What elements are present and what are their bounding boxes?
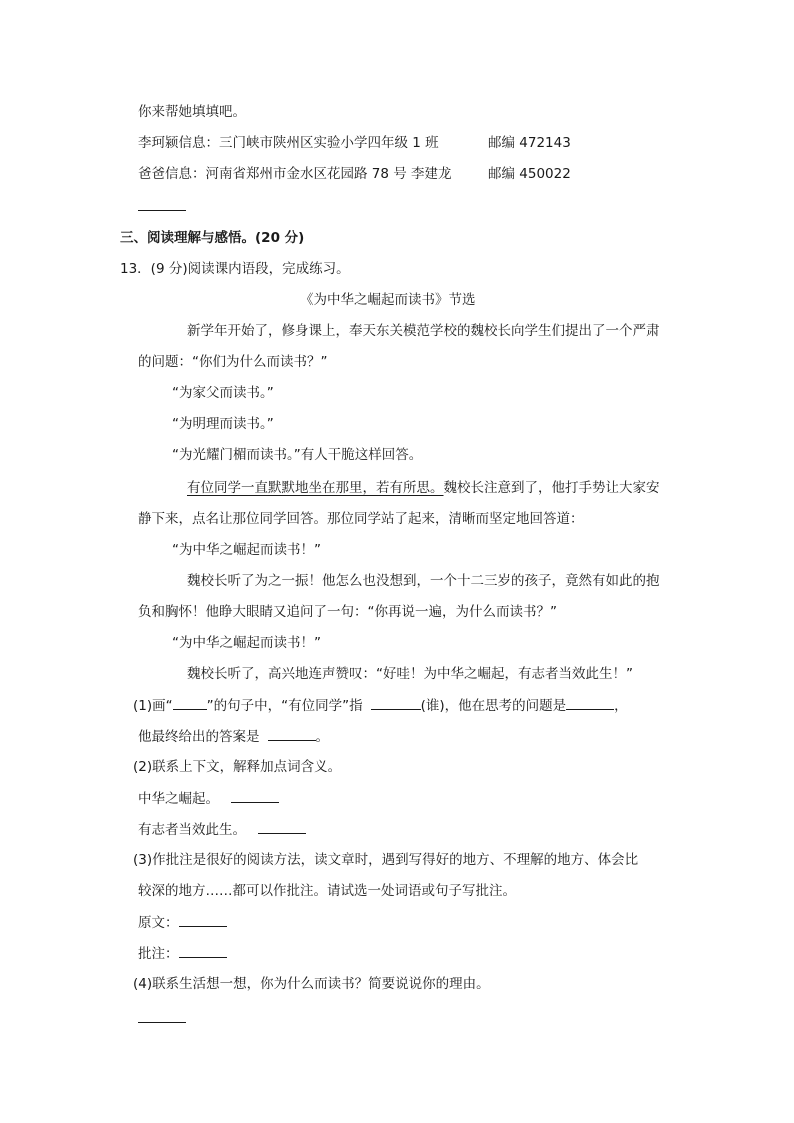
sub2-item-2 bbox=[138, 819, 306, 840]
sub-question-3-line2: 较深的地方……都可以作批注。请试选一处词语或句子写批注。 bbox=[138, 883, 516, 899]
passage-p9: 魏校长听了，高兴地连声赞叹：“好哇！为中华之崛起，有志者当效此生！” bbox=[187, 666, 633, 682]
passage-p6: “为中华之崛起而读书！” bbox=[172, 542, 321, 558]
answer-blank-final-answer[interactable] bbox=[268, 726, 316, 741]
passage-p3: “为明理而读书。” bbox=[172, 416, 274, 432]
dad-info: 爸爸信息：河南省郑州市金水区花园路 78 号 李建龙 bbox=[138, 166, 452, 182]
passage-p1b: 的问题：“你们为什么而读书？” bbox=[138, 354, 328, 370]
answer-blank-aspiration[interactable] bbox=[258, 819, 306, 834]
sub-question-2: (2)联系上下文，解释加点词含义。 bbox=[133, 759, 342, 775]
answer-blank-annotation[interactable] bbox=[179, 943, 227, 958]
answer-blank-address[interactable] bbox=[138, 210, 186, 211]
passage-title: 《为中华之崛起而读书》节选 bbox=[300, 292, 476, 308]
li-info-line bbox=[138, 133, 439, 153]
answer-blank-who[interactable] bbox=[371, 695, 421, 710]
li-postcode: 邮编 472143 bbox=[488, 135, 571, 151]
annotation-label: 批注： bbox=[138, 946, 179, 962]
sub1-part-c: (谁)，他在思考的问题是 bbox=[420, 698, 567, 714]
sub1-part-a: (1)画“ bbox=[133, 698, 173, 714]
passage-p5a-rest: 魏校长注意到了，他打手势让大家安 bbox=[443, 480, 660, 496]
passage-p5b: 静下来，点名让那位同学回答。那位同学站了起来，清晰而坚定地回答道： bbox=[138, 511, 584, 527]
sub1-part-b: ”的句子中，“有位同学”指 bbox=[206, 698, 363, 714]
underlined-sentence: 有位同学一直默默地坐在那里，若有所思。 bbox=[187, 480, 444, 496]
answer-blank-reason[interactable] bbox=[138, 1022, 186, 1023]
passage-p2: “为家父而读书。” bbox=[172, 385, 274, 401]
sub-question-1 bbox=[133, 695, 628, 716]
sub1-part-d: ， bbox=[614, 698, 628, 714]
sub-question-3-line1: (3)作批注是很好的阅读方法，读文章时，遇到写得好的地方、不理解的地方、体会比 bbox=[133, 852, 639, 868]
sub2-item-2-text: 有志者当效此生。 bbox=[138, 822, 246, 838]
annotation-row bbox=[138, 943, 227, 964]
question-13-title: 13．(9 分)阅读课内语段，完成练习。 bbox=[120, 261, 350, 277]
passage-p7a: 魏校长听了为之一振！他怎么也没想到，一个十二三岁的孩子，竟然有如此的抱 bbox=[187, 573, 660, 589]
sub1-part-f: 。 bbox=[315, 729, 329, 745]
passage-p8: “为中华之崛起而读书！” bbox=[172, 635, 321, 651]
sub2-item-1 bbox=[138, 788, 279, 809]
section-heading: 三、阅读理解与感悟。(20 分) bbox=[120, 230, 305, 246]
answer-blank-rise[interactable] bbox=[231, 788, 279, 803]
passage-p5a bbox=[187, 478, 660, 498]
sub-question-1-line2 bbox=[138, 726, 329, 747]
li-info: 李珂颍信息：三门峡市陕州区实验小学四年级 1 班 bbox=[138, 135, 439, 151]
sub1-part-e: 他最终给出的答案是 bbox=[138, 729, 260, 745]
dad-postcode: 邮编 450022 bbox=[488, 166, 571, 182]
answer-blank-question[interactable] bbox=[566, 695, 614, 710]
passage-p1a: 新学年开始了，修身课上，奉天东关模范学校的魏校长向学生们提出了一个严肃 bbox=[187, 323, 660, 339]
original-text-row bbox=[138, 912, 227, 933]
underline-sample-blank bbox=[173, 695, 207, 710]
passage-p4: “为光耀门楣而读书。”有人干脆这样回答。 bbox=[172, 447, 423, 463]
answer-blank-original[interactable] bbox=[179, 912, 227, 927]
sub-question-4: (4)联系生活想一想，你为什么而读书？简要说说你的理由。 bbox=[133, 976, 490, 992]
passage-p7b: 负和胸怀！他睁大眼睛又追问了一句：“你再说一遍，为什么而读书？” bbox=[138, 604, 557, 620]
intro-text: 你来帮她填填吧。 bbox=[138, 104, 246, 120]
original-label: 原文： bbox=[138, 915, 179, 931]
sub2-item-1-text: 中华之崛起。 bbox=[138, 791, 219, 807]
